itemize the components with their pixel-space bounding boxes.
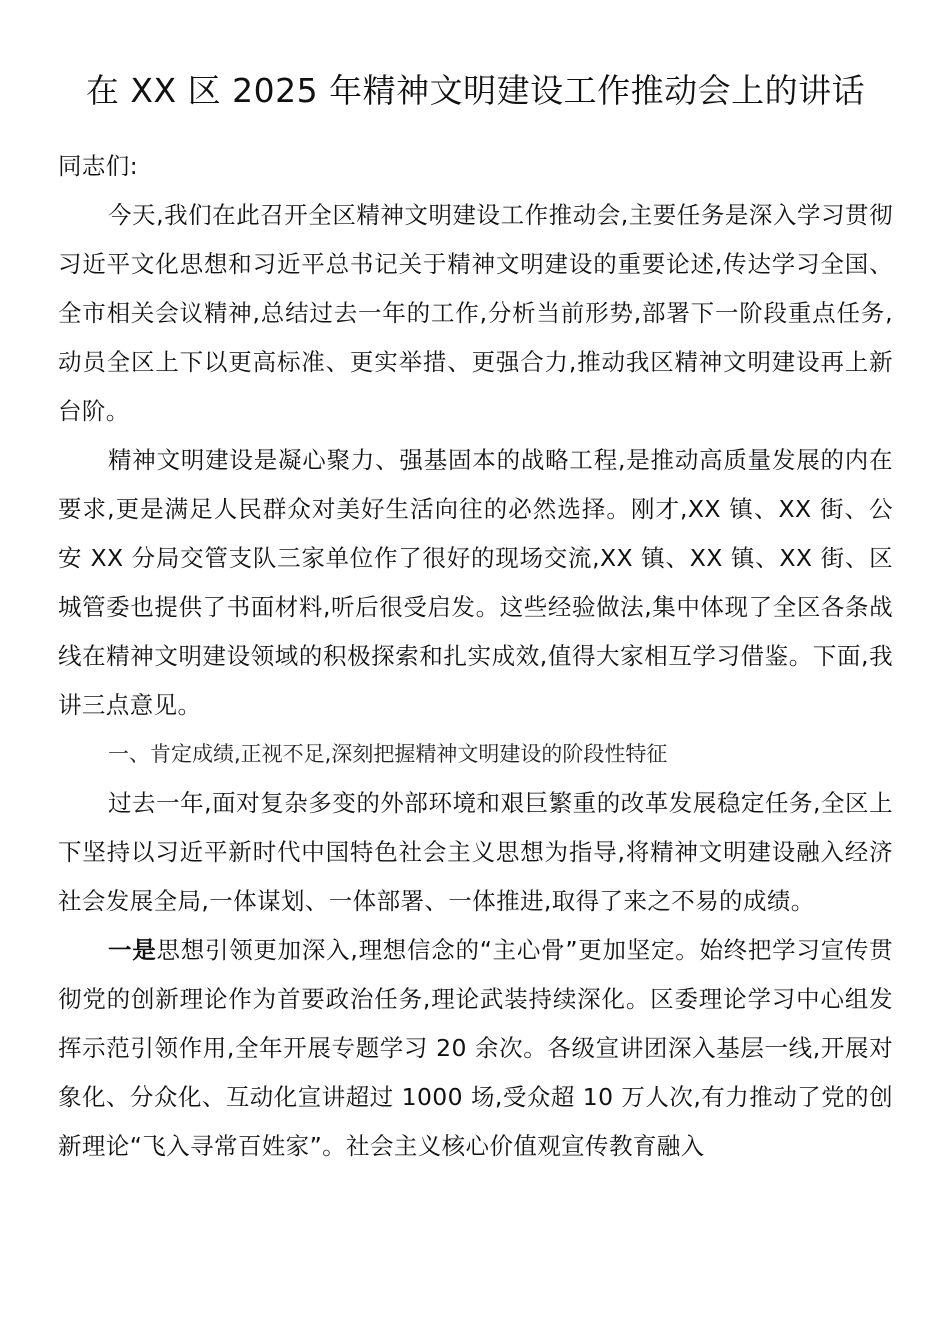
point-one-lead: 一是 (108, 936, 157, 964)
section-heading-1: 一、肯定成绩,正视不足,深刻把握精神文明建设的阶段性特征 (108, 742, 668, 766)
paragraph-significance: 精神文明建设是凝心聚力、强基固本的战略工程,是推动高质量发展的内在要求,更是满足人民群众对美好生活向往的必然选择。刚才,XX 镇、XX 街、公安 XX 分局交管支队三家单位作了很好的现场交流,XX 镇、XX 镇、XX 街、区城管委也提供了书面材料,听后很受启发。这些经验做法,集中体现了全区各条战线在精神文明建设领域的积极探索和扎实成效,值得大家相互学习借鉴。下面,我讲三点意见。 (58, 446, 893, 719)
paragraph-point-one (58, 926, 893, 1171)
document-title: 在 XX 区 2025 年精神文明建设工作推动会上的讲话 (85, 71, 866, 110)
paragraph-opening: 今天,我们在此召开全区精神文明建设工作推动会,主要任务是深入学习贯彻习近平文化思想和习近平总书记关于精神文明建设的重要论述,传达学习全国、全市相关会议精神,总结过去一年的工作,分析当前形势,部署下一阶段重点任务,动员全区上下以更高标准、更实举措、更强合力,推动我区精神文明建设再上新台阶。 (58, 201, 893, 425)
salutation: 同志们: (58, 152, 139, 180)
paragraph-past-year: 过去一年,面对复杂多变的外部环境和艰巨繁重的改革发展稳定任务,全区上下坚持以习近平新时代中国特色社会主义思想为指导,将精神文明建设融入经济社会发展全局,一体谋划、一体部署、一体推进,取得了来之不易的成绩。 (58, 789, 893, 915)
document-body (58, 142, 893, 1171)
point-one-text: 思想引领更加深入,理想信念的“主心骨”更加坚定。始终把学习宣传贯彻党的创新理论作为首要政治任务,理论武装持续深化。区委理论学习中心组发挥示范引领作用,全年开展专题学习 20 余次。各级宣讲团深入基层一线,开展对象化、分众化、互动化宣讲超过 1000 场,受众超 10 万人次,有力推动了党的创新理论“飞入寻常百姓家”。社会主义核心价值观宣传教育融入 (58, 936, 893, 1160)
